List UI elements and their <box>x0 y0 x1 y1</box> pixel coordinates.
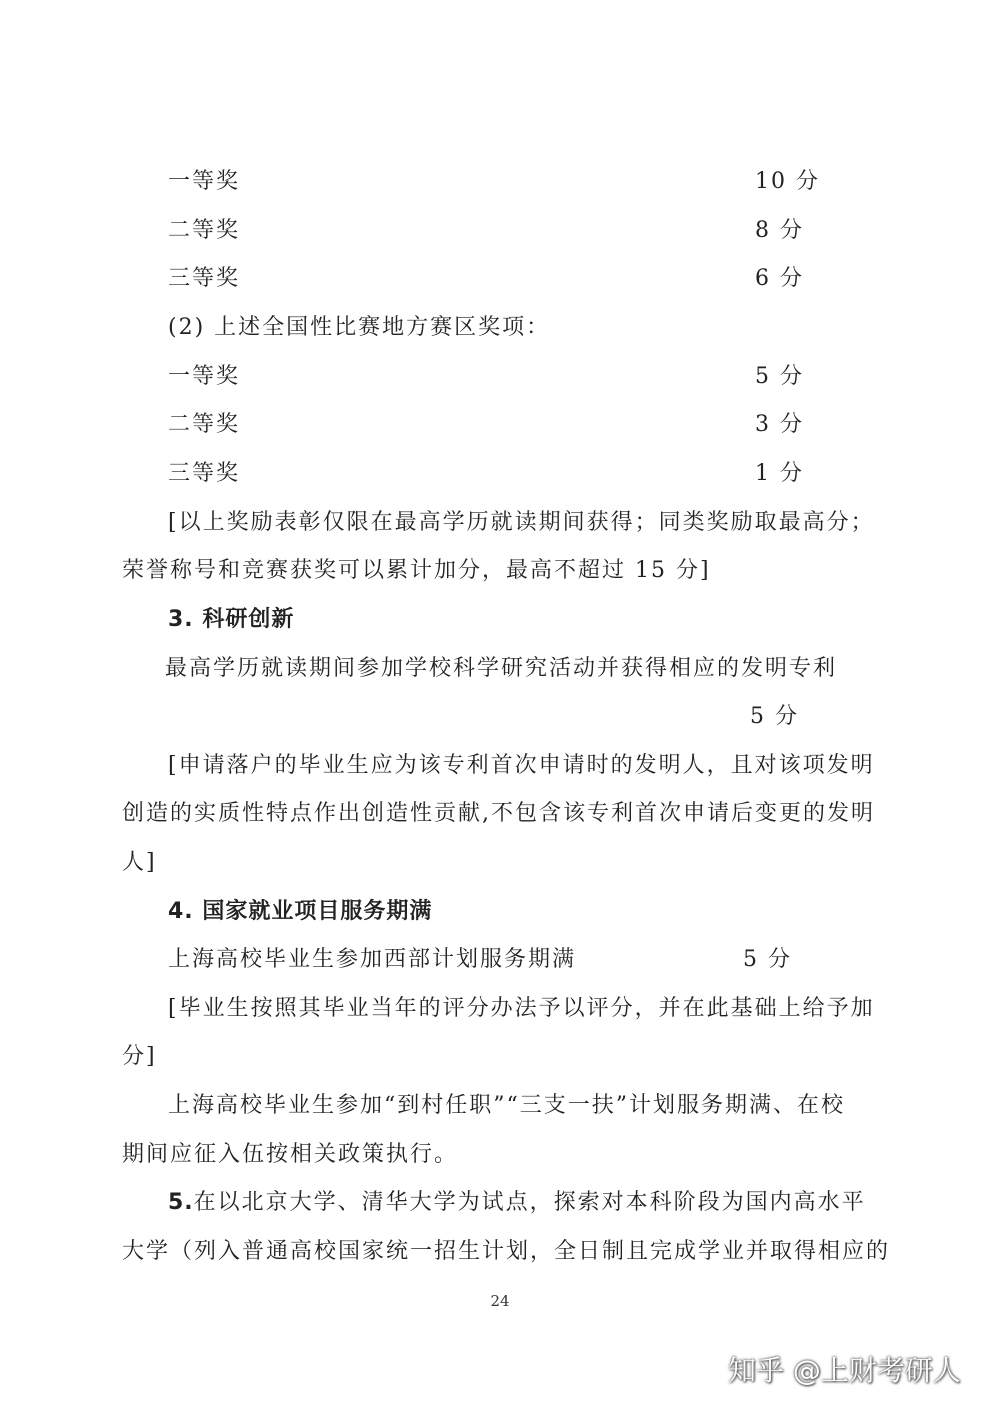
award-label: 二等奖 <box>168 218 241 243</box>
award-score: 8 分 <box>755 218 804 243</box>
section-paragraph-line: 期间应征入伍按相关政策执行。 <box>122 1142 459 1167</box>
section-item: 上海高校毕业生参加西部计划服务期满 <box>168 947 577 972</box>
section-score: 5 分 <box>743 947 792 972</box>
award-score: 6 分 <box>755 266 804 291</box>
watermark: 知乎 @上财考研人 <box>728 1354 961 1387</box>
section-body: 最高学历就读期间参加学校科学研究活动并获得相应的发明专利 <box>165 656 838 681</box>
award-score: 3 分 <box>755 412 804 437</box>
award-label: 三等奖 <box>168 461 241 486</box>
section-note-line: [申请落户的毕业生应为该专利首次申请时的发明人，且对该项发明 <box>168 753 875 778</box>
section-note-line: 人] <box>122 850 157 875</box>
award-score: 5 分 <box>755 364 804 389</box>
award-score: 1 分 <box>755 461 804 486</box>
award-label: 三等奖 <box>168 266 241 291</box>
section-number: 5. <box>168 1190 194 1215</box>
awards-note-line: 荣誉称号和竞赛获奖可以累计加分，最高不超过 15 分] <box>122 558 711 583</box>
section-note-line: 分] <box>122 1044 157 1069</box>
award-score: 10 分 <box>755 169 820 194</box>
section-note-line: 创造的实质性特点作出创造性贡献,不包含该专利首次申请后变更的发明 <box>122 801 875 826</box>
award-label: 二等奖 <box>168 412 241 437</box>
page-number: 24 <box>490 1292 510 1310</box>
award-label: 一等奖 <box>168 169 241 194</box>
section5-text: 在以北京大学、清华大学为试点，探索对本科阶段为国内高水平 <box>193 1190 866 1215</box>
section-score: 5 分 <box>750 704 799 729</box>
section-heading: 3. 科研创新 <box>168 607 295 632</box>
section5-line <box>168 1188 866 1218</box>
section-heading: 4. 国家就业项目服务期满 <box>168 899 433 924</box>
award-label: 一等奖 <box>168 364 241 389</box>
section-paragraph-line: 上海高校毕业生参加“到村任职”“三支一扶”计划服务期满、在校 <box>168 1093 845 1118</box>
regional-heading: (2) 上述全国性比赛地方赛区奖项： <box>168 315 551 340</box>
section-note-line: [毕业生按照其毕业当年的评分办法予以评分，并在此基础上给予加 <box>168 996 875 1021</box>
section5-line: 大学（列入普通高校国家统一招生计划，全日制且完成学业并取得相应的 <box>122 1239 891 1264</box>
awards-note-line: [以上奖励表彰仅限在最高学历就读期间获得；同类奖励取最高分； <box>168 510 875 535</box>
